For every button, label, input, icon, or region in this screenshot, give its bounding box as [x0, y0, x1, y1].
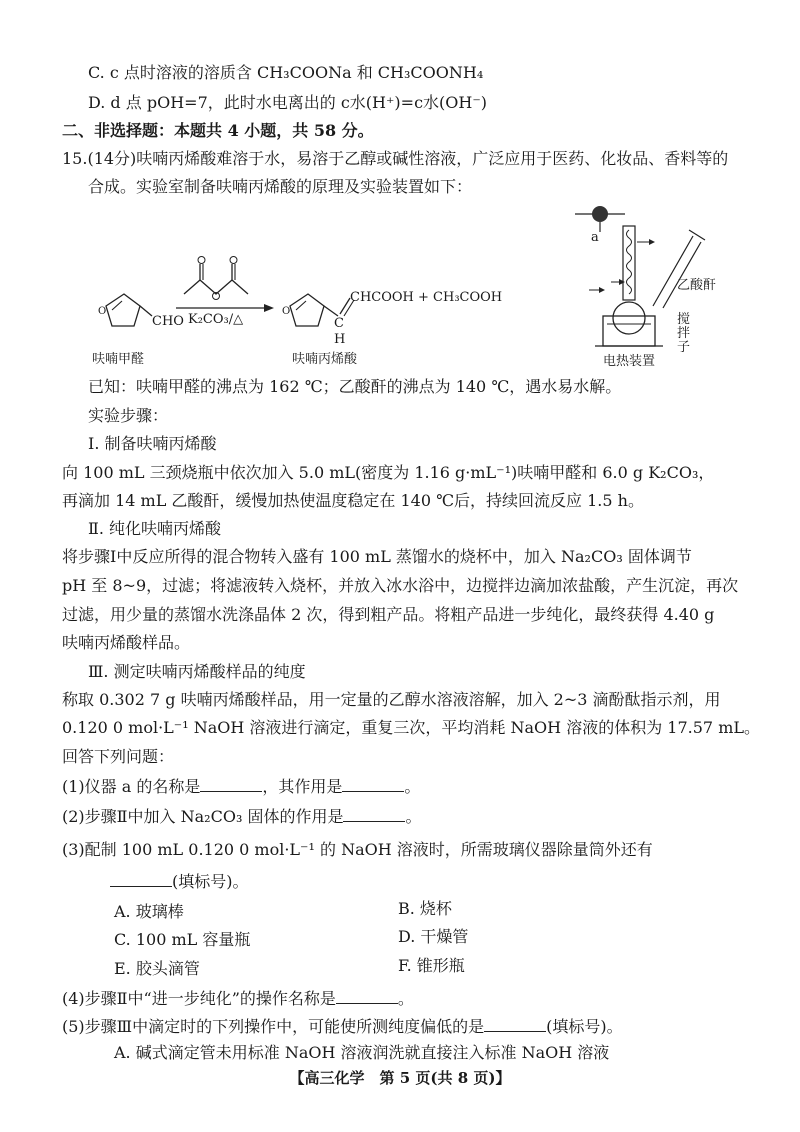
step2-line3: 过滤，用少量的蒸馏水洗涤晶体 2 次，得到粗产品。将粗产品进一步纯化，最终获得 4.40 g	[62, 605, 715, 624]
product-h: H	[334, 332, 346, 347]
reactant-label: 呋喃甲醛	[92, 352, 145, 367]
section-title: 二、非选择题：本题共 4 小题，共 58 分。	[62, 121, 374, 140]
answer-blank-3[interactable]	[110, 870, 172, 887]
label-stirrer-3: 子	[677, 340, 691, 355]
step2-line2: pH 至 8~9，过滤；将滤液转入烧杯，并放入冰水浴中，边搅拌边滴加浓盐酸，产生沉淀，再次	[62, 576, 739, 595]
option-5a: A. 碱式滴定管未用标准 NaOH 溶液润洗就直接注入标准 NaOH 溶液	[114, 1043, 610, 1062]
label-anhydride: 乙酸酐	[677, 278, 717, 293]
three-neck-flask	[613, 302, 645, 334]
step2-line4: 呋喃丙烯酸样品。	[62, 633, 191, 652]
q15-intro-line1: 15.(14分)呋喃丙烯酸难溶于水，易溶于乙醇或碱性溶液，广泛应用于医药、化妆品、香料等的	[62, 149, 729, 168]
subquestion-5: (5)步骤Ⅲ中滴定时的下列操作中，可能使所测纯度偏低的是 (填标号)。	[62, 1017, 623, 1036]
subquestion-3-line2: (填标号)。	[110, 870, 249, 893]
option-3d: D. 干燥管	[398, 927, 469, 946]
step1-line2: 再滴加 14 mL 乙酸酐，缓慢加热使温度稳定在 140 ℃后，持续回流反应 1.5 h。	[62, 491, 644, 510]
furan-ring-reactant	[106, 294, 140, 326]
subquestion-3-line1: (3)配制 100 mL 0.120 0 mol·L⁻¹ 的 NaOH 溶液时，所需玻璃仪器除量筒外还有	[62, 840, 653, 859]
answer-blank-2[interactable]	[343, 805, 405, 822]
answer-prompt: 回答下列问题：	[62, 747, 175, 766]
option-d: D. d 点 pOH=7，此时水电离出的 c水(H⁺)=c水(OH⁻)	[88, 93, 488, 112]
q15-intro-line2: 合成。实验室制备呋喃丙烯酸的原理及实验装置如下：	[88, 177, 473, 196]
drying-tube-bulb	[592, 206, 608, 222]
option-c: C. c 点时溶液的溶质含 CH₃COONa 和 CH₃COONH₄	[88, 63, 484, 82]
answer-blank-1b[interactable]	[342, 775, 404, 792]
reaction-condition: K₂CO₃/△	[188, 312, 244, 327]
answer-blank-5[interactable]	[484, 1015, 546, 1032]
label-stirrer-2: 拌	[677, 326, 691, 341]
step1-title: Ⅰ. 制备呋喃丙烯酸	[88, 434, 217, 453]
subquestion-2: (2)步骤Ⅱ中加入 Na₂CO₃ 固体的作用是 。	[62, 807, 422, 826]
step2-line1: 将步骤Ⅰ中反应所得的混合物转入盛有 100 mL 蒸馏水的烧杯中，加入 Na₂CO₃ 固体调节	[62, 547, 692, 566]
acetic-anhydride-skeleton	[184, 280, 248, 294]
step2-title: Ⅱ. 纯化呋喃丙烯酸	[88, 519, 222, 538]
step1-line1: 向 100 mL 三颈烧瓶中依次加入 5.0 mL(密度为 1.16 g·mL⁻¹)呋喃甲醛和 6.0 g K₂CO₃，	[62, 463, 715, 482]
label-a: a	[591, 230, 599, 245]
reactant-group: CHO	[152, 314, 184, 329]
dropping-funnel	[653, 236, 693, 306]
product-label: 呋喃丙烯酸	[292, 352, 358, 367]
option-3a: A. 玻璃棒	[114, 902, 184, 921]
product-chain: CHCOOH + CH₃COOH	[350, 290, 503, 305]
subquestion-1: (1)仪器 a 的名称是 ，其作用是 。	[62, 777, 421, 796]
option-3f: F. 锥形瓶	[398, 956, 465, 975]
reaction-scheme: O O CHO K₂CO₃/△ CHCOOH + CH₃COOH C H 呋喃甲醛 呋喃丙烯酸	[88, 238, 508, 368]
label-stirrer-1: 搅	[677, 312, 691, 327]
furan-ring-product	[290, 294, 324, 326]
reflux-condenser	[623, 226, 635, 300]
subquestion-4: (4)步骤Ⅱ中“进一步纯化”的操作名称是 。	[62, 989, 414, 1008]
product-c: C	[334, 316, 344, 331]
step3-line1: 称取 0.302 7 g 呋喃丙烯酸样品，用一定量的乙醇水溶液溶解，加入 2~3 滴酚酞指示剂，用	[62, 690, 721, 709]
option-3e: E. 胶头滴管	[114, 959, 200, 978]
option-3b: B. 烧杯	[398, 899, 452, 918]
heating-bath	[603, 316, 655, 346]
apparatus-figure	[565, 196, 715, 368]
answer-blank-4[interactable]	[336, 987, 398, 1004]
answer-blank-1a[interactable]	[200, 775, 262, 792]
label-heater: 电热装置	[603, 354, 656, 369]
page-footer: 【高三化学 第 5 页(共 8 页)】	[289, 1069, 511, 1087]
step3-title: Ⅲ. 测定呋喃丙烯酸样品的纯度	[88, 662, 306, 681]
known-info: 已知：呋喃甲醛的沸点为 162 ℃；乙酸酐的沸点为 140 ℃，遇水易水解。	[88, 377, 622, 396]
step3-line2: 0.120 0 mol·L⁻¹ NaOH 溶液进行滴定，重复三次，平均消耗 NaOH 溶液的体积为 17.57 mL。	[62, 718, 760, 737]
option-3c: C. 100 mL 容量瓶	[114, 930, 251, 949]
steps-title: 实验步骤：	[88, 406, 169, 425]
